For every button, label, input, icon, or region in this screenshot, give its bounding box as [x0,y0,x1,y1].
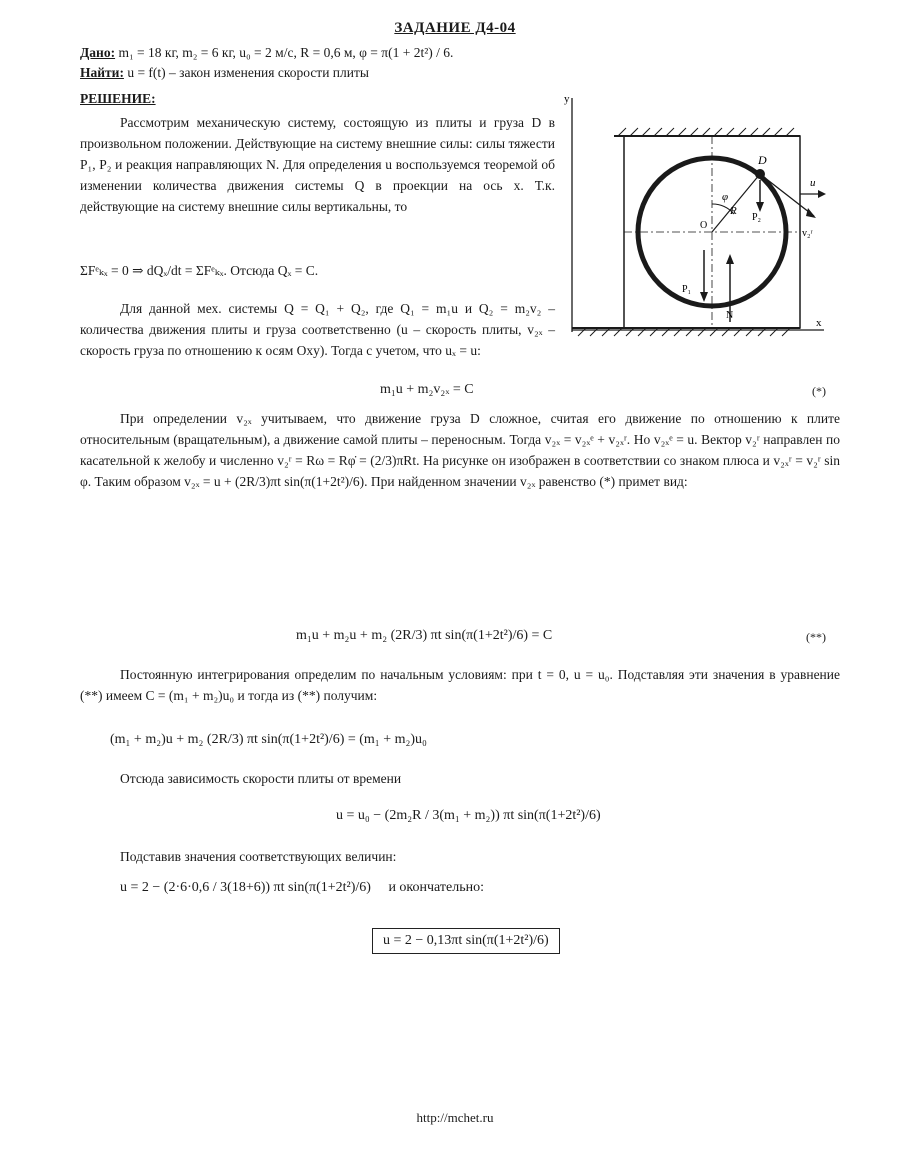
paragraph-1-equation: ΣFᵉₖₓ = 0 ⇒ dQₓ/dt = ΣFᵉₖₓ. Отсюда Qₓ = C. [80,263,319,278]
document-title: ЗАДАНИЕ Д4-04 [394,20,516,36]
footer-url: http://mchet.ru [416,1110,494,1125]
equation-5-suffix: и окончательно: [388,880,484,895]
equation-4: u = u₀ − (2m₂R / 3(m₁ + m₂)) πt sin(π(1+2t²)/6) [336,808,601,823]
solution-line [80,90,156,108]
vr-arrow [760,174,814,216]
paragraph-1: Рассмотрим механическую систему, состоящую из плиты и груза D в произвольном положении. Действующие на систему внешние силы: силы тяжести P₁, P₂ и реакция направляющих N. Для определения u воспользуемся теоремой об изменении количества движения системы Q в проекции на ось x. Т.к. действующие на систему внешние силы вертикальны, то [80,115,555,214]
p1-label: P₁ [682,284,692,295]
paragraph-4: Постоянную интегрирования определим по начальным условиям: при t = 0, u = u₀. Подставляя эти значения в уравнение (**) имеем C = (m₁ + m₂)u₀ и тогда из (**) получим: [80,667,840,703]
equation-double-star-number: (**) [806,630,826,644]
x-axis-label: x [816,317,822,329]
phi-label: φ [722,191,729,203]
mechanism-figure [562,92,830,342]
equation-star: m₁u + m₂v₂ₓ = C [380,382,474,397]
radius-line [712,174,760,232]
equation-5 [120,880,484,896]
given-label: Дано: [80,45,116,60]
find-line [80,64,369,82]
find-text: u = f(t) – закон изменения скорости плиты [127,65,369,80]
y-axis-label: y [564,93,570,105]
find-label: Найти: [80,65,124,80]
solution-label: РЕШЕНИЕ: [80,91,156,106]
given-line [80,44,453,62]
vr-label: v₂ʳ [802,228,813,239]
u-label: u [810,177,816,189]
answer-box: u = 2 − 0,13πt sin(π(1+2t²)/6) [372,928,560,954]
paragraph-2: Для данной мех. системы Q = Q₁ + Q₂, где Q₁ = m₁u и Q₂ = m₂v₂ – количества движения плиты и груза соответственно (u – скорость плиты, v₂ₓ – скорость груза по отношению к осям Oxy). Тогда с учетом, что uₓ = u: [80,301,555,358]
equation-3: (m₁ + m₂)u + m₂ (2R/3) πt sin(π(1+2t²)/6) = (m₁ + m₂)u₀ [110,732,427,747]
p2-label: P₂ [752,212,762,223]
paragraph-6: Подставив значения соответствующих величин: [120,849,397,864]
paragraph-3: При определении v₂ₓ учитываем, что движение груза D сложное, считая его движение по отношению к плите относительным (вращательным), а движение самой плиты – переносным. Тогда v₂ₓ = v₂ₓᵉ + v₂ₓʳ. Но v₂ₓᵉ = u. Вектор v₂ʳ направлен по касательной к желобу и численно v₂ʳ = Rω = Rφ̇ = (2/3)πRt. На рисунке он изображен в соответствии со знаком плюса и v₂ₓʳ = v₂ʳ sin φ. Таким образом v₂ₓ = u + (2R/3)πt sin(π(1+2t²)/6). При найденном значении v₂ₓ равенство (*) примет вид: [80,411,840,489]
equation-double-star: m₁u + m₂u + m₂ (2R/3) πt sin(π(1+2t²)/6) = C [296,628,553,643]
n-label: N [726,310,734,321]
bottom-hatch [578,328,790,336]
load-d-label: D [758,153,767,167]
given-text: m₁ = 18 кг, m₂ = 6 кг, u₀ = 2 м/с, R = 0,6 м, φ = π(1 + 2t²) / 6. [118,45,454,60]
radius-label: R [730,205,737,217]
top-hatch [618,128,794,136]
equation-star-number: (*) [812,384,826,398]
paragraph-5: Отсюда зависимость скорости плиты от времени [120,771,402,786]
equation-5-body: u = 2 − (2·6·0,6 / 3(18+6)) πt sin(π(1+2t²)/6) [120,880,371,895]
center-label: O [700,220,708,231]
